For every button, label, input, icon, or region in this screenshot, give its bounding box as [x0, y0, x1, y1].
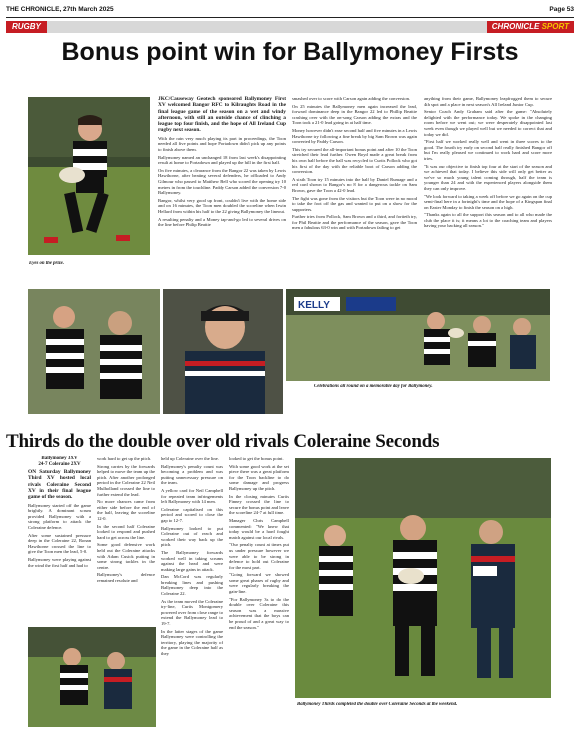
story1-left-caption: Eyes on the prize. — [29, 261, 64, 266]
story2-col3-para: In the latter stages of the game Ballymoney were controlling the territory, playing the majority of the game in the Coleraine half as they — [161, 628, 223, 656]
story2-col4-para: Manager Chris Campbell commented: "We knew that today would be a hard fought match against our local rivals. — [229, 517, 289, 540]
story2-col4-para: With some good work at the set piece there was a great platform for the Toon backline to do some damage and progress Ballymoney up the pitch. — [229, 463, 289, 491]
story2-col1-para: Ballymoney started off the game brightly. A dominant scrum provided Ballymoney with a strong platform to attack the Coleraine defence. — [28, 502, 91, 531]
brand-word-2: SPORT — [541, 22, 569, 31]
story2-col2-para: No more chances came from either side before the end of the half, leaving the scoreline 12-0. — [97, 499, 155, 521]
billboard-text: KELLY — [298, 300, 330, 311]
thirds-tackle-photo — [28, 627, 156, 727]
player-running-illustration — [28, 97, 150, 255]
story2-headline: Thirds do the double over old rivals Coleraine Seconds — [6, 431, 440, 452]
story2-col2-para: Ballymoney's defence remained resolute and — [97, 572, 155, 583]
story1-col3-para: "Thanks again to all the support this season and to all who made the club the place it is; it means a lot to the coaching team and players having your backing all season." — [424, 212, 552, 229]
story1-col3-para: "It was our objective to finish top four at the start of the season and we achieved that today. I believe this side will only get better as we've so much young talent coming through, half the team is younger than 24 and with the experienced players alongside them they can only improve. — [424, 163, 552, 191]
section-bar — [6, 21, 574, 33]
brand-word-1: CHRONICLE — [491, 22, 540, 31]
story1-col3-para: "First half we worked really well and went in three scores to the good. The fourth try early on second half really finished Bangor off but I'm really pleased we continued to work hard and score more tries. — [424, 139, 552, 161]
story2-col3-para: As the team moved the Coleraine try-line, Curtis Montgomery powered over from close range to extend the Ballymoney lead to 19-7. — [161, 598, 223, 627]
lineout-photo — [286, 289, 550, 381]
story1-col2-para: The fight was gone from the visitors but the Toon were in no mood to take the foot off the gas and wanted to put on a show for the supporters. — [292, 195, 417, 212]
story1-column-2 — [292, 96, 417, 276]
story1-col1-para: Bangor, whilst very good up front, couldn't live with the home side and on 16 minutes, the Toon men doubled the scoreline when Irwin Hellard from within his half to the 22 giving Ballymoney the lineout. — [158, 197, 286, 214]
story1-col3-para: Senior Coach Andy Graham said after the game: "Absolutely delighted with the performance today. We spoke in the changing room before we went out; we were desperately disappointed last week even though we played well but we needed to correct that and today we did. — [424, 109, 552, 137]
story1-column-1 — [158, 96, 286, 276]
player-running-photo — [28, 97, 150, 255]
story2-col3-para: A yellow card for Neil Campbell for repeated team infringements left Ballymoney with 14 men. — [161, 487, 223, 505]
score-line-1: Ballymoney 3XV — [41, 456, 78, 461]
story1-col2-para: A sixth Toon try 15 minutes into the half by Daniel Rumage and a red card shown to Bangor's no 8 for a dangerous tackle on Sam Brown, gave the Toon a 42-0 lead. — [292, 176, 417, 193]
story1-col1-para: A resulting penalty and a Money tap-and-go led to several drives on the line before Philip Beattie — [158, 216, 286, 228]
story1-headline: Bonus point win for Ballymoney Firsts — [61, 38, 519, 66]
thirds-tackle-illustration — [28, 627, 156, 727]
story2-col2-para: Strong carries by the forwards helped to move the team up the pitch. After another prolonged period in the Coleraine 22 Neil Mulholland crossed the line to further extend the lead. — [97, 463, 155, 497]
story2-column-2 — [97, 456, 155, 622]
story2-col3-para: The Ballymoney forwards worked well in taking scrums against the head and were making large gains in attack. — [161, 549, 223, 572]
story1-col1-para: With the rain very much playing its part in proceedings, the Toon needed all five points and hope Portadown didn't pick up any points to finish above them. — [158, 135, 286, 152]
story2-lead: ON Saturday Ballymoney Third XV hosted local rivals Coleraine Second XV in their final league game of the season. — [28, 469, 91, 501]
story2-column-4 — [229, 456, 289, 726]
story2-column-1 — [28, 456, 91, 622]
supporter-illustration — [163, 289, 283, 414]
story1-col3-para: "We look forward to taking a week off before we go again on the cup semi-final here in a fortnight's time and the hope of a Kingspan final on Easter Monday to finish the season on a high. — [424, 193, 552, 210]
story2-col4-para: In the closing minutes Curtis Finney crossed the line to secure the bonus point and leave the scoreline 24-7 at full time. — [229, 493, 289, 516]
story1-col1-para: On five minutes, a clearance from the Bangor 22 was taken by Lewis Hawthorne, after beating several defenders, he offloaded to Andy Gilmour who passed to Matthew Bell who scored the opening try 10 metres in from the touchline. Paddy Carson added the conversion 7-0 Ballymoney. — [158, 167, 286, 196]
story2-col1-para: After some sustained pressure deep in the Coleraine 22, Ronan Hawthorne crossed the line to give the Toon men the lead, 5-0. — [28, 532, 91, 555]
story1-lead: JKC/Causeway Geotech sponsored Ballymoney First XV welcomed Bangor RFC to Kilraughts Road in the final league game of the season on a wet and windy afternoon, with still an outside chance of clinching a league top four finish, and the hope of All Ireland Cup rugby next season. — [158, 96, 286, 134]
score-line-2: 24-7 Coleraine 2XV — [38, 461, 81, 467]
newspaper-date: THE CHRONICLE, 27th March 2025 — [6, 6, 114, 13]
story1-col2-para: Further tries from Pollock, Sam Brown and a third, and fortieth try, for Phil Beattie and the performance of the season, gave the Toon men a fabulous 63-0 win and with Portadown failing to get — [292, 214, 417, 231]
story2-col4-para: "Our penalty count at times put us under pressure however we were able to be strong in defence to hold out Coleraine for the most part. — [229, 542, 289, 570]
story1-col3-para: anything from their game, Ballymoney leapfrogged them to secure 4th spot and a place in next season's All Ireland Junior Cup. — [424, 96, 552, 107]
story2-col4-para: looked to get the bonus point. — [229, 456, 284, 461]
story2-column-3 — [161, 456, 223, 726]
story2-col1-para: Ballymoney were playing against the wind the first half and had to — [28, 557, 91, 568]
story1-col2-para: smashed over to score with Carson again adding the conversion. — [292, 96, 411, 101]
story2-col2-para: In the second half Coleraine looked to respond and pushed hard to get across the line. — [97, 523, 155, 540]
story2-col3-para: Coleraine capitalised on this period and scored to close the gap to 12-7. — [161, 506, 223, 523]
story1-col1-para: Ballymoney named an unchanged 18 from last week's disappointing result at home to Portadown and played up the hill in the first half. — [158, 154, 286, 166]
story2-col2-para: Some good defensive work held out the Coleraine attacks with Adam Cusick putting in some strong tackles in the centre. — [97, 542, 155, 570]
story1-column-3 — [424, 96, 552, 276]
thirds-match-photo — [295, 458, 551, 698]
section-tag: RUGBY — [6, 21, 47, 33]
story1-bottom-caption: Celebrations all round on a memorable day for Ballymoney. — [314, 384, 433, 389]
celebration-illustration-1 — [28, 289, 160, 414]
page-number: Page 53 — [549, 6, 574, 13]
section-brand — [487, 21, 574, 33]
celebration-photo-1 — [28, 289, 160, 414]
masthead — [6, 4, 574, 18]
story2-col4-para: "Going forward we showed some great phases of rugby and were regularly breaking the gain-line. — [229, 572, 289, 595]
story2-caption: Ballymoney Thirds completed the double over Coleraine Seconds at the weekend. — [297, 702, 458, 707]
story2-col2-para: work hard to get up the pitch. — [97, 456, 152, 461]
story2-col3-para: Dan McCord was regularly breaking lines and pushing Ballymoney deep into the Coleraine 22. — [161, 574, 223, 597]
thirds-match-illustration — [295, 458, 551, 698]
story1-col2-para: On 25 minutes the Ballymoney men again increased the lead, forward dominance deep in the Bangor 22 led to Phillip Beattie crashing over with the on-song Carson adding the extras and the Toon took a 21-0 lead going in at half time. — [292, 103, 417, 126]
story1-col2-para: This try secured the all-important bonus point and after 10 the Toon stretched their lead further. Owen Boyd made a great break from his own half before the ball was recycled to Curtis Pollock who got his first of the day with the reliable boot of Carson adding the conversion. — [292, 146, 417, 175]
story2-col4-para: "For Ballymoney 3s to do the double over Coleraine this season was a massive achievement that the boys can be proud of and a great way to end the season." — [229, 596, 289, 630]
lineout-illustration — [286, 289, 550, 381]
story2-col3-para: held up Coleraine over the line. — [161, 456, 219, 461]
story2-col3-para: Ballymoney's penalty count was becoming a problem and was putting unnecessary pressure on the team. — [161, 463, 223, 486]
story1-col2-para: Money however didn't ease second half and five minutes in a Lewis Hawthorne try following a fine break by big Sam Brown was again converted by Paddy Carson. — [292, 127, 417, 145]
supporter-photo — [163, 289, 283, 414]
story2-col3-para: Ballymoney looked to put Coleraine out of reach and worked their way back up the pitch. — [161, 525, 223, 548]
